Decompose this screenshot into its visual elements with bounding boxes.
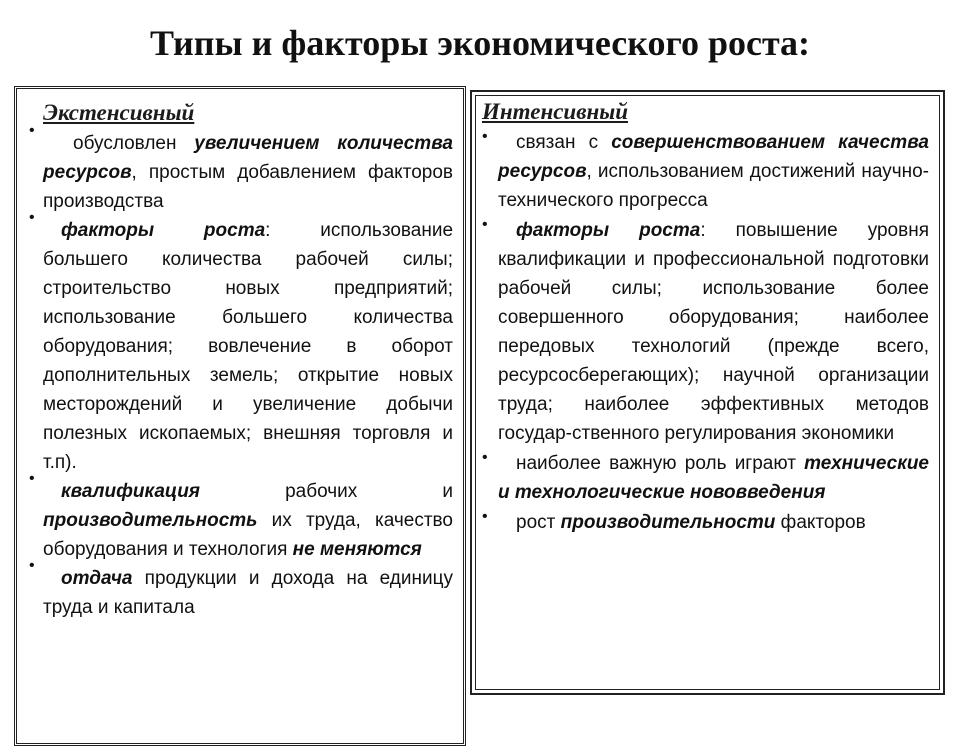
emphasis-text: отдача [61,568,133,589]
plain-text: : использование большего количества рабочей силы; строительство новых предприятий; использование большего количества оборудования; вовлечение в оборот дополнительных земель; открытие новых месторождений и увеличение добычи полезных ископаемых; внешняя торговля и т.п). [43,220,454,473]
emphasis-text: производительности [560,512,776,533]
bullet-icon: • [29,209,35,226]
emphasis-text: факторы роста [516,220,701,241]
plain-text: факторов [775,512,866,533]
plain-text: , использованием достижений научно-технического прогресса [498,161,929,211]
extensive-item [29,557,453,622]
intensive-list [482,128,929,537]
plain-text: : повышение уровня квалификации и профессиональной подготовки рабочей силы; использование более совершенного оборудования; наиболее передовых технологий (прежде всего, ресурсосберегающих); научной организации труда; наиболее эффективных методов государ-ственного регулирования экономики [498,220,929,444]
item-text [43,220,453,473]
item-text [43,568,453,618]
emphasis-text: не меняются [292,539,422,560]
bullet-icon: • [482,449,488,466]
emphasis-text: квалификация [61,481,200,502]
plain-text: продукции и дохода на единицу труда и капитала [43,568,453,618]
intensive-item [482,216,929,448]
bullet-icon: • [482,128,488,145]
bullet-icon: • [29,122,35,139]
item-text [43,481,453,560]
item-text [482,449,929,507]
bullet-icon: • [482,216,488,233]
emphasis-text: совершенствованием качества ресурсов [498,132,929,182]
plain-text: их труда, качество оборудования и технология [43,510,453,560]
intensive-column [470,90,945,695]
intensive-item [482,449,929,507]
extensive-item [29,209,454,477]
item-text [482,216,929,448]
extensive-column [14,86,466,746]
emphasis-text: факторы роста [61,220,266,241]
extensive-item [29,470,453,564]
emphasis-text: производительность [43,510,258,531]
emphasis-text: технические и технологические нововведения [498,453,929,503]
item-text [43,133,453,212]
plain-text: обусловлен [73,133,195,154]
intensive-heading: Интенсивный [482,99,629,124]
item-text [482,128,929,215]
bullet-icon: • [29,557,35,574]
intensive-item [482,508,929,537]
plain-text: рост [516,512,561,533]
extensive-list [29,122,454,622]
extensive-item [29,122,453,216]
plain-text: наиболее важную роль играют [516,453,805,474]
plain-text: , простым добавлением факторов производства [43,162,453,212]
intensive-item [482,128,929,215]
emphasis-text: увеличением количества ресурсов [43,133,453,183]
item-text [482,508,929,537]
extensive-heading: Экстенсивный [43,100,195,125]
bullet-icon: • [482,508,488,525]
plain-text: рабочих и [200,481,453,502]
bullet-icon: • [29,470,35,487]
slide-title: Типы и факторы экономического роста: [149,23,811,63]
plain-text: связан с [516,132,612,153]
